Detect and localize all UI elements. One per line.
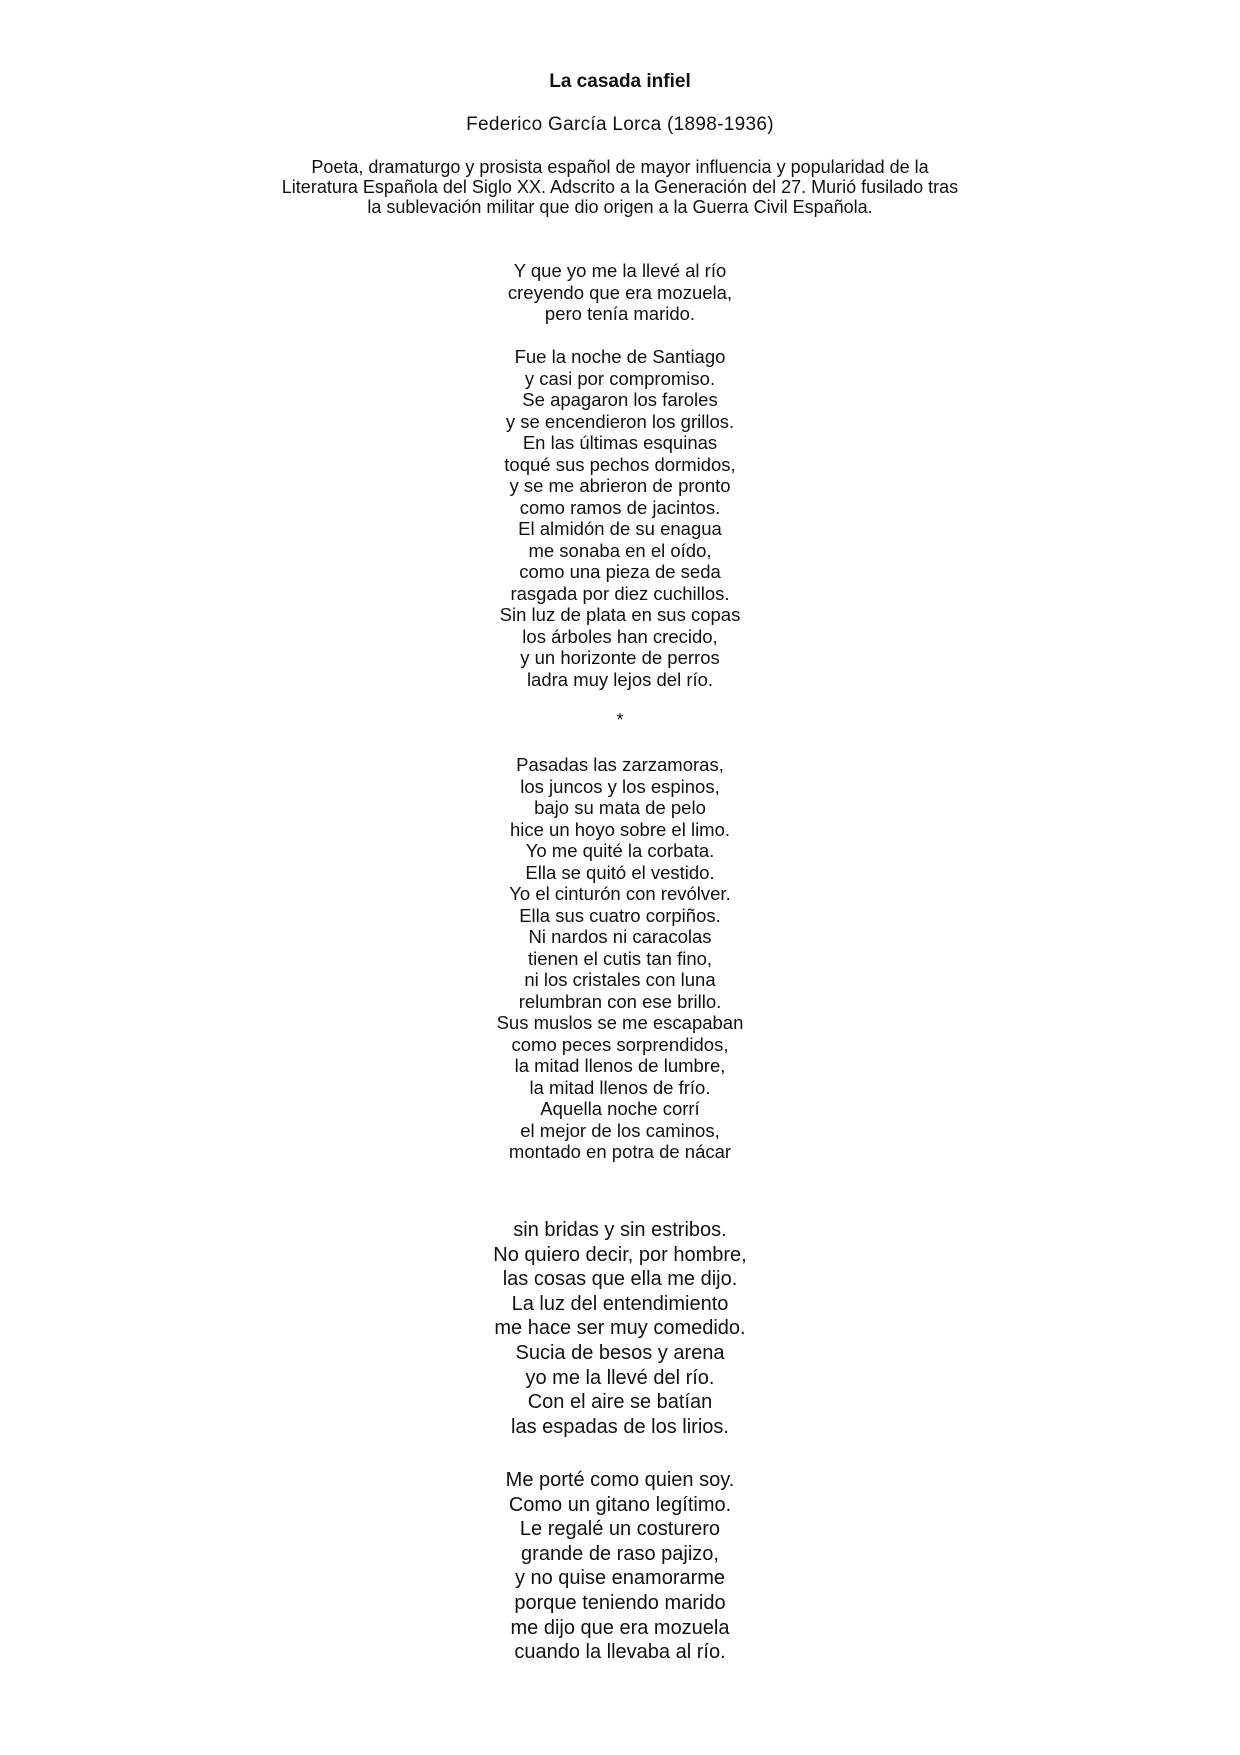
verse-line: Se apagaron los faroles [522, 389, 718, 410]
verse-line: rasgada por diez cuchillos. [510, 582, 730, 604]
verse-line: Aquella noche corrí [540, 1098, 700, 1119]
verse-line: grande de raso pajizo, [521, 1542, 719, 1565]
verse-line: Y que yo me la llevé al río [513, 260, 727, 281]
poem-title: La casada infiel [549, 71, 691, 92]
bio-line: Literatura Española del Siglo XX. Adscrito a la Generación del 27. Murió fusilado tras [281, 177, 959, 197]
verse-line: montado en potra de nácar [508, 1141, 732, 1162]
verse-line: me sonaba en el oído, [528, 539, 712, 561]
poem-author: Federico García Lorca (1898-1936) [466, 114, 774, 135]
section-separator: * [616, 710, 624, 730]
verse-line: porque teniendo marido [514, 1591, 726, 1614]
verse-line: el mejor de los caminos, [520, 1119, 720, 1141]
verse-line: yo me la llevé del río. [525, 1366, 715, 1389]
verse-line: bajo su mata de pelo [534, 797, 706, 818]
stanza-1 [0, 260, 1240, 325]
verse-line: hice un hoyo sobre el limo. [509, 818, 731, 840]
verse-line: los juncos y los espinos, [520, 775, 720, 797]
verse-line: toqué sus pechos dormidos, [504, 453, 736, 475]
stanza-3 [0, 754, 1240, 1163]
verse-line: creyendo que era mozuela, [507, 281, 733, 303]
verse-line: Ella sus cuatro corpiños. [519, 904, 721, 926]
verse-line: la mitad llenos de frío. [529, 1076, 711, 1098]
verse-line: y se me abrieron de pronto [509, 475, 731, 496]
verse-line: sin bridas y sin estribos. [513, 1219, 727, 1241]
verse-line: ladra muy lejos del río. [526, 668, 714, 690]
verse-line: pero tenía marido. [544, 303, 696, 324]
stanza-2 [0, 346, 1240, 690]
stanza-4 [0, 1218, 1240, 1439]
verse-line: la mitad llenos de lumbre, [514, 1055, 726, 1076]
verse-line: tienen el cutis tan fino, [527, 947, 713, 969]
verse-line: relumbran con ese brillo. [518, 990, 722, 1012]
verse-line: Yo me quité la corbata. [525, 840, 715, 861]
verse-line: Sus muslos se me escapaban [496, 1012, 744, 1033]
verse-line: cuando la llevaba al río. [514, 1641, 726, 1664]
verse-line: Pasadas las zarzamoras, [516, 754, 724, 775]
verse-line: las espadas de los lirios. [511, 1415, 729, 1438]
verse-line: como peces sorprendidos, [511, 1033, 729, 1055]
verse-line: y se encendieron los grillos. [505, 410, 735, 432]
verse-line: me hace ser muy comedido. [494, 1317, 746, 1340]
verse-line: los árboles han crecido, [522, 625, 718, 647]
verse-line: como ramos de jacintos. [519, 496, 721, 518]
verse-line: las cosas que ella me dijo. [502, 1268, 738, 1291]
verse-line: Como un gitano legítimo. [508, 1493, 732, 1516]
verse-line: Fue la noche de Santiago [514, 346, 726, 367]
verse-line: Me porté como quien soy. [505, 1469, 735, 1491]
verse-line: En las últimas esquinas [522, 432, 718, 453]
stanza-5 [0, 1468, 1240, 1665]
verse-line: La luz del entendimiento [511, 1292, 729, 1315]
verse-line: El almidón de su enagua [518, 518, 722, 539]
verse-line: y casi por compromiso. [524, 367, 716, 389]
verse-line: y un horizonte de perros [520, 647, 720, 668]
bio-line: Poeta, dramaturgo y prosista español de mayor influencia y popularidad de la [311, 157, 929, 177]
verse-line: Le regalé un costurero [519, 1518, 721, 1541]
verse-line: me dijo que era mozuela [510, 1616, 730, 1639]
author-bio [0, 157, 1240, 217]
verse-line: Sucia de besos y arena [515, 1341, 725, 1364]
bio-line: la sublevación militar que dio origen a la Guerra Civil Española. [367, 197, 873, 217]
verse-line: ni los cristales con luna [524, 969, 716, 990]
verse-line: Sin luz de plata en sus copas [499, 604, 741, 625]
verse-line: Con el aire se batían [527, 1391, 713, 1414]
verse-line: y no quise enamorarme [514, 1567, 726, 1590]
verse-line: No quiero decir, por hombre, [493, 1243, 747, 1266]
verse-line: Ella se quitó el vestido. [525, 861, 715, 883]
verse-line: como una pieza de seda [519, 561, 721, 582]
verse-line: Ni nardos ni caracolas [528, 926, 712, 947]
verse-line: Yo el cinturón con revólver. [509, 883, 731, 904]
